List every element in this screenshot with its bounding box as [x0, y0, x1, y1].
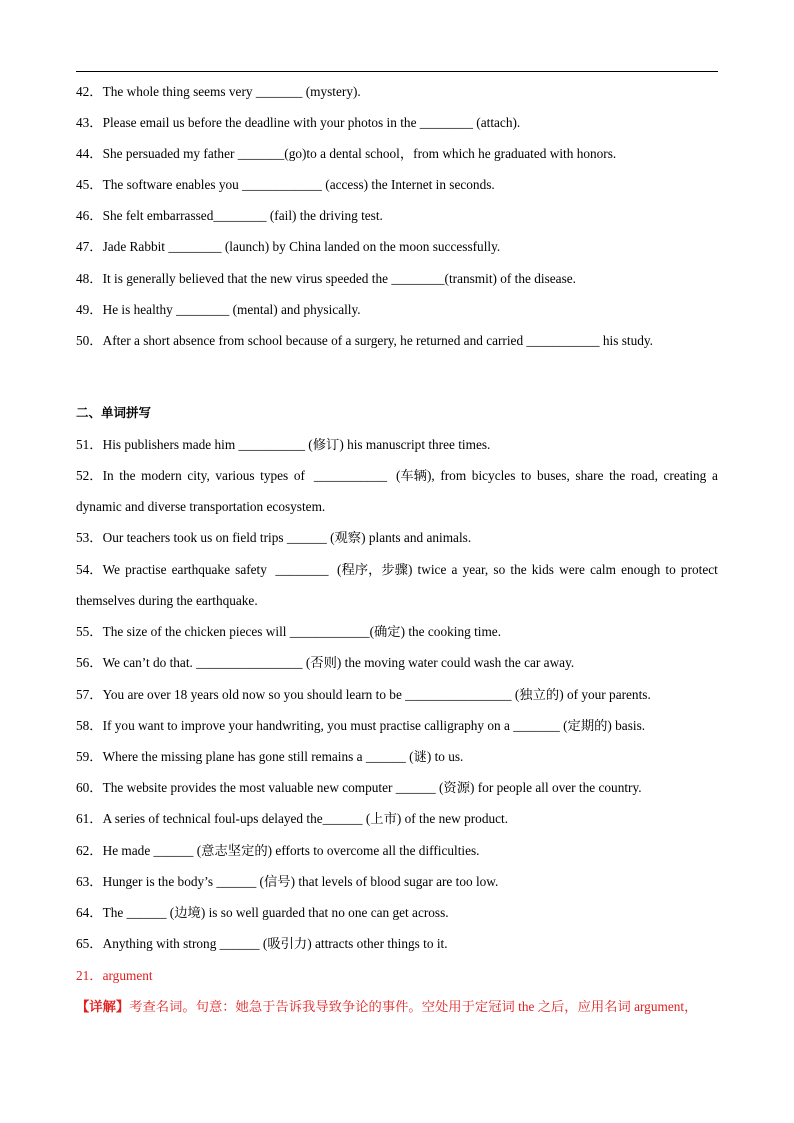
word: enough	[621, 562, 661, 577]
answer-explanation	[76, 999, 697, 1015]
question-46: 46．She felt embarrassed________ (fail) the driving test.	[76, 208, 383, 223]
question-47: 47．Jade Rabbit ________ (launch) by China landed on the moon successfully.	[76, 239, 501, 254]
word: protect	[680, 562, 718, 577]
question-53: 53．Our teachers took us on field trips ______ (观察) plants and animals.	[76, 530, 472, 545]
word: twice	[417, 562, 447, 577]
word: the	[609, 468, 626, 483]
question-57: 57．You are over 18 years old now so you should learn to be ________________ (独立的) of your parents.	[76, 687, 651, 702]
word: to	[520, 468, 532, 483]
question-43: 43．Please email us before the deadline with your photos in the ________ (attach).	[76, 115, 521, 130]
word: various	[215, 468, 255, 483]
word: year,	[462, 562, 489, 577]
question-52	[76, 468, 718, 484]
word: were	[559, 562, 585, 577]
word: of	[293, 468, 309, 483]
word: practise	[125, 562, 167, 577]
question-42: 42．The whole thing seems very _______ (mystery).	[76, 84, 361, 99]
question-51: 51．His publishers made him __________ (修订) his manuscript three times.	[76, 437, 491, 452]
word: buses,	[536, 468, 570, 483]
question-58: 58．If you want to improve your handwriting, you must practise calligraphy on a _______ (定期的) basis.	[76, 718, 646, 733]
answer-number: 21．argument	[76, 968, 153, 983]
question-52-continued: dynamic and diverse transportation ecosystem.	[76, 499, 326, 514]
question-56: 56．We can’t do that. ________________ (否则) the moving water could wash the car away.	[76, 655, 575, 670]
question-54-continued: themselves during the earthquake.	[76, 593, 258, 608]
question-62: 62．He made ______ (意志坚定的) efforts to overcome all the difficulties.	[76, 843, 480, 858]
word: share	[575, 468, 604, 483]
word: bicycles	[471, 468, 516, 483]
word: safety	[235, 562, 271, 577]
word: ________	[275, 562, 332, 577]
question-45: 45．The software enables you ____________ (access) the Internet in seconds.	[76, 177, 495, 192]
word: from	[440, 468, 467, 483]
word: a	[711, 468, 718, 483]
question-59: 59．Where the missing plane has gone still remains a ______ (谜) to us.	[76, 749, 464, 764]
word: kids	[531, 562, 554, 577]
word: road,	[630, 468, 658, 483]
word: 52．In	[76, 468, 114, 483]
question-65: 65．Anything with strong ______ (吸引力) attracts other things to it.	[76, 936, 448, 951]
word: creating	[663, 468, 707, 483]
question-44: 44．She persuaded my father _______(go)to a dental school，from which he graduated with honors.	[76, 146, 617, 161]
question-64: 64．The ______ (边境) is so well guarded that no one can get across.	[76, 905, 449, 920]
question-50: 50．After a short absence from school because of a surgery, he returned and carried ___________ his study.	[76, 333, 654, 348]
question-63: 63．Hunger is the body’s ______ (信号) that levels of blood sugar are too low.	[76, 874, 499, 889]
word: types	[260, 468, 289, 483]
question-49: 49．He is healthy ________ (mental) and physically.	[76, 302, 361, 317]
word: a	[451, 562, 458, 577]
word: calm	[590, 562, 616, 577]
word: (程序，步骤)	[337, 562, 413, 577]
section-heading: 二、单词拼写	[76, 405, 152, 420]
answer-explanation-text: 考查名词。句意：她急于告诉我导致争论的事件。空处用于定冠词 the 之后，应用名词 argument，	[129, 999, 698, 1014]
word: to	[665, 562, 676, 577]
word: the	[510, 562, 527, 577]
question-55: 55．The size of the chicken pieces will ____________(确定) the cooking time.	[76, 624, 502, 639]
word: modern	[141, 468, 182, 483]
answer-bracket-label: 【详解】	[76, 999, 130, 1014]
question-60: 60．The website provides the most valuable new computer ______ (资源) for people all over the country.	[76, 780, 642, 795]
word: city,	[187, 468, 210, 483]
word: (车辆),	[395, 468, 435, 483]
header-rule	[76, 71, 718, 72]
question-54	[76, 562, 718, 578]
word: the	[119, 468, 136, 483]
word: earthquake	[171, 562, 230, 577]
question-61: 61．A series of technical foul-ups delayed the______ (上市) of the new product.	[76, 811, 509, 826]
question-48: 48．It is generally believed that the new virus speeded the ________(transmit) of the disease.	[76, 271, 576, 286]
word: ___________	[313, 468, 391, 483]
word: so	[493, 562, 506, 577]
word: 54．We	[76, 562, 120, 577]
